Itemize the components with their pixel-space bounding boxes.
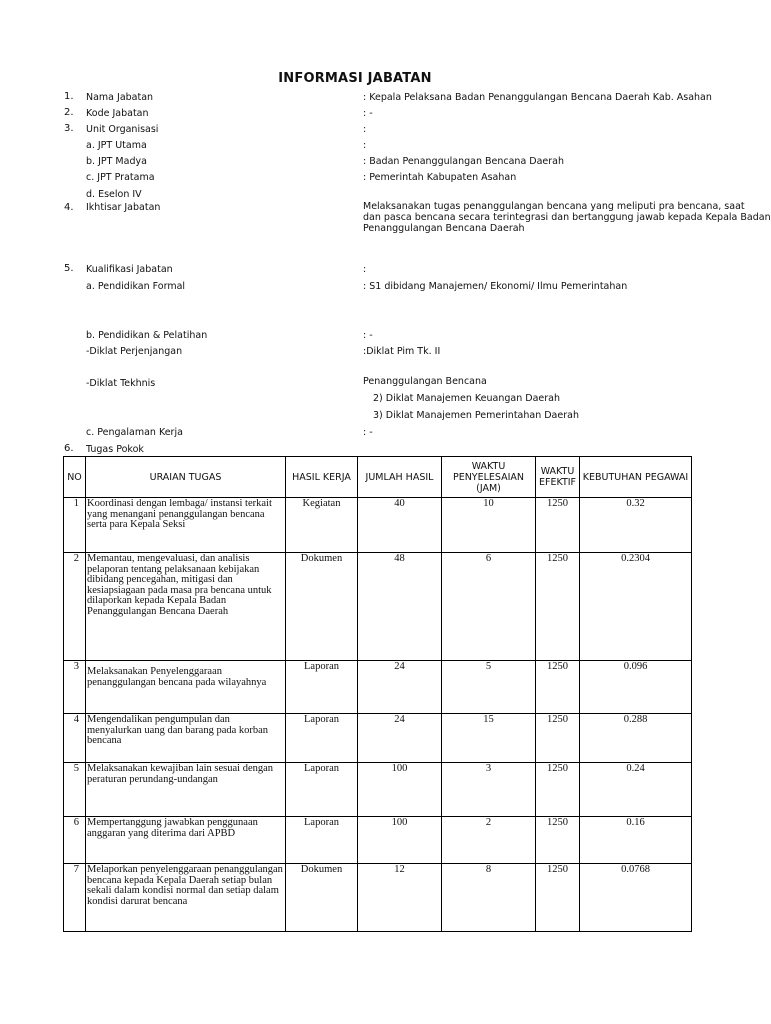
info-value-jpt-utama: :	[363, 140, 367, 151]
row-uraian: Melaksanakan Penyelenggaraan penanggulangan bencana pada wilayahnya	[86, 661, 286, 714]
info-label-pendidikan-formal: a. Pendidikan Formal	[86, 281, 186, 292]
row-kebutuhan: 0.0768	[580, 864, 692, 932]
row-kebutuhan: 0.2304	[580, 553, 692, 661]
info-label-eselon-iv: d. Eselon IV	[86, 189, 142, 200]
row-waktu: 2	[442, 817, 536, 864]
table-header-row	[64, 457, 692, 498]
info-value-kode-jabatan: : -	[363, 108, 373, 119]
row-hasil: Dokumen	[286, 553, 358, 661]
info-label-diklat-perjenjangan: -Diklat Perjenjangan	[86, 346, 183, 357]
row-efektif: 1250	[536, 661, 580, 714]
row-jumlah: 48	[358, 553, 442, 661]
header-uraian-tugas: URAIAN TUGAS	[86, 457, 286, 498]
info-label-tugas-pokok: Tugas Pokok	[86, 444, 144, 455]
row-efektif: 1250	[536, 864, 580, 932]
row-jumlah: 100	[358, 763, 442, 817]
row-jumlah: 24	[358, 714, 442, 763]
row-kebutuhan: 0.288	[580, 714, 692, 763]
row-hasil: Laporan	[286, 763, 358, 817]
row-uraian: Melaporkan penyelenggaraan penanggulangan bencana kepada Kepala Daerah setiap bulan sekali dalam kondisi normal dan setiap dalam kondisi darurat bencana	[86, 864, 286, 932]
row-kebutuhan: 0.32	[580, 498, 692, 553]
row-no: 1	[64, 498, 86, 553]
info-value-nama-jabatan: : Kepala Pelaksana Badan Penanggulangan Bencana Daerah Kab. Asahan	[363, 92, 712, 103]
row-kebutuhan: 0.16	[580, 817, 692, 864]
row-uraian: Memantau, mengevaluasi, dan analisis pelaporan tentang pelaksanaan kebijakan dibidang pencegahan, mitigasi dan kesiapsiagaan pada masa pra bencana untuk dilaporkan kepada Kepala Badan Penanggulangan Bencana Daerah	[86, 553, 286, 661]
info-num-1: 1.	[64, 91, 74, 102]
info-label-nama-jabatan: Nama Jabatan	[86, 92, 154, 103]
row-efektif: 1250	[536, 553, 580, 661]
row-efektif: 1250	[536, 763, 580, 817]
info-num-4: 4.	[64, 202, 74, 213]
info-value-diklat-tekhnis-1: Penanggulangan Bencana	[363, 376, 487, 387]
row-waktu: 15	[442, 714, 536, 763]
row-jumlah: 24	[358, 661, 442, 714]
document-title: INFORMASI JABATAN	[278, 71, 432, 86]
row-no: 2	[64, 553, 86, 661]
row-uraian: Mempertanggung jawabkan penggunaan anggaran yang diterima dari APBD	[86, 817, 286, 864]
info-value-ikhtisar-line-2: dan pasca bencana secara terintegrasi dan bertanggung jawab kepada Kepala Badan	[363, 212, 771, 223]
row-hasil: Laporan	[286, 817, 358, 864]
row-uraian: Mengendalikan pengumpulan dan menyalurkan uang dan barang pada korban bencana	[86, 714, 286, 763]
row-efektif: 1250	[536, 714, 580, 763]
header-hasil-kerja: HASIL KERJA	[286, 457, 358, 498]
header-kebutuhan-pegawai: KEBUTUHAN PEGAWAI	[580, 457, 692, 498]
row-efektif: 1250	[536, 817, 580, 864]
info-label-unit-organisasi: Unit Organisasi	[86, 124, 159, 135]
info-num-2: 2.	[64, 107, 74, 118]
row-hasil: Dokumen	[286, 864, 358, 932]
row-no: 4	[64, 714, 86, 763]
row-kebutuhan: 0.096	[580, 661, 692, 714]
info-value-jpt-pratama: : Pemerintah Kabupaten Asahan	[363, 172, 517, 183]
info-value-diklat-tekhnis-2: 2) Diklat Manajemen Keuangan Daerah	[373, 393, 561, 404]
row-waktu: 5	[442, 661, 536, 714]
info-label-ikhtisar-jabatan: Ikhtisar Jabatan	[86, 202, 161, 213]
info-value-jpt-madya: : Badan Penanggulangan Bencana Daerah	[363, 156, 565, 167]
row-waktu: 6	[442, 553, 536, 661]
row-kebutuhan: 0.24	[580, 763, 692, 817]
table-row	[64, 498, 692, 553]
row-no: 3	[64, 661, 86, 714]
row-waktu: 10	[442, 498, 536, 553]
row-no: 7	[64, 864, 86, 932]
info-label-jpt-madya: b. JPT Madya	[86, 156, 147, 167]
info-num-5: 5.	[64, 263, 74, 274]
row-hasil: Kegiatan	[286, 498, 358, 553]
header-waktu-efektif: WAKTU EFEKTIF	[536, 457, 580, 498]
info-value-unit-organisasi: :	[363, 124, 367, 135]
info-section	[0, 0, 771, 460]
table-row	[64, 864, 692, 932]
row-uraian: Koordinasi dengan lembaga/ instansi terkait yang menangani penanggulangan bencana serta para Kepala Seksi	[86, 498, 286, 553]
table-row	[64, 661, 692, 714]
row-jumlah: 12	[358, 864, 442, 932]
info-value-pendidikan-formal: : S1 dibidang Manajemen/ Ekonomi/ Ilmu Pemerintahan	[363, 281, 628, 292]
header-waktu-penyelesaian: WAKTU PENYELESAIAN (JAM)	[442, 457, 536, 498]
row-waktu: 3	[442, 763, 536, 817]
info-value-kualifikasi-jabatan: :	[363, 264, 367, 275]
info-value-ikhtisar-line-3: Penanggulangan Bencana Daerah	[363, 223, 525, 234]
info-num-3: 3.	[64, 123, 74, 134]
row-hasil: Laporan	[286, 714, 358, 763]
table-row	[64, 553, 692, 661]
tugas-pokok-table	[63, 456, 691, 932]
info-label-kode-jabatan: Kode Jabatan	[86, 108, 149, 119]
info-label-pendidikan-pelatihan: b. Pendidikan & Pelatihan	[86, 330, 208, 341]
table-row	[64, 714, 692, 763]
info-value-diklat-tekhnis-3: 3) Diklat Manajemen Pemerintahan Daerah	[373, 410, 579, 421]
header-no: NO	[64, 457, 86, 498]
info-value-ikhtisar-line-1: Melaksanakan tugas penanggulangan bencana yang meliputi pra bencana, saat	[363, 201, 745, 212]
info-value-pengalaman-kerja: : -	[363, 427, 373, 438]
info-value-diklat-perjenjangan: :Diklat Pim Tk. II	[363, 346, 441, 357]
row-uraian: Melaksanakan kewajiban lain sesuai dengan peraturan perundang-undangan	[86, 763, 286, 817]
header-jumlah-hasil: JUMLAH HASIL	[358, 457, 442, 498]
row-efektif: 1250	[536, 498, 580, 553]
info-label-pengalaman-kerja: c. Pengalaman Kerja	[86, 427, 183, 438]
row-hasil: Laporan	[286, 661, 358, 714]
row-waktu: 8	[442, 864, 536, 932]
info-label-diklat-tekhnis: -Diklat Tekhnis	[86, 378, 156, 389]
row-jumlah: 40	[358, 498, 442, 553]
info-label-jpt-utama: a. JPT Utama	[86, 140, 147, 151]
row-no: 5	[64, 763, 86, 817]
info-value-pendidikan-pelatihan: : -	[363, 330, 373, 341]
row-no: 6	[64, 817, 86, 864]
info-label-jpt-pratama: c. JPT Pratama	[86, 172, 155, 183]
info-num-6: 6.	[64, 443, 74, 454]
table-row	[64, 763, 692, 817]
table-row	[64, 817, 692, 864]
info-label-kualifikasi-jabatan: Kualifikasi Jabatan	[86, 264, 173, 275]
row-jumlah: 100	[358, 817, 442, 864]
